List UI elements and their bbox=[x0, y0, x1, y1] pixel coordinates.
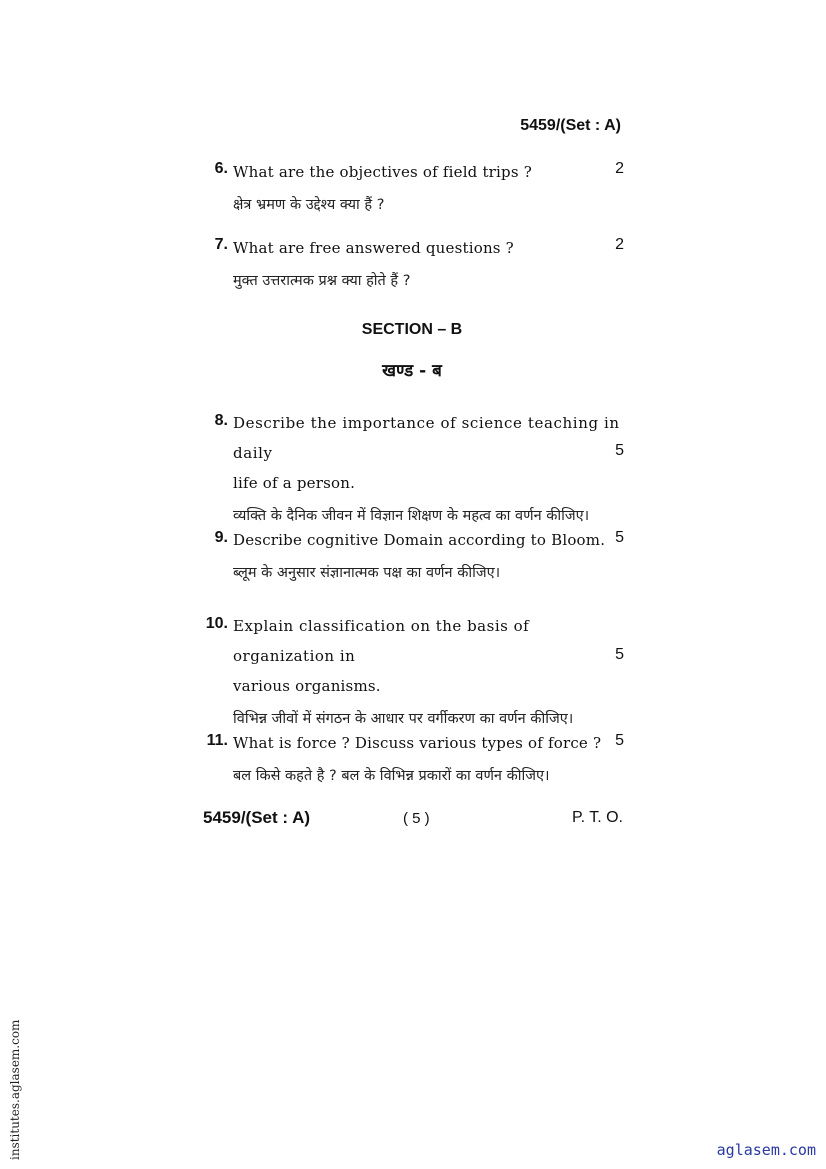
pto-label: P. T. O. bbox=[572, 809, 623, 826]
question-text-english: What are the objectives of field trips ? bbox=[233, 163, 532, 181]
question-6 bbox=[200, 157, 624, 217]
question-7 bbox=[200, 233, 624, 293]
page-number: ( 5 ) bbox=[403, 810, 430, 827]
section-b-title: SECTION – B bbox=[361, 321, 463, 338]
question-marks: 5 bbox=[615, 442, 624, 459]
question-text-hindi: क्षेत्र भ्रमण के उद्देश्य क्या हैं ? bbox=[233, 197, 385, 213]
question-marks: 5 bbox=[615, 646, 624, 663]
question-number: 6. bbox=[214, 160, 228, 177]
side-watermark: institutes.aglasem.com bbox=[8, 1019, 22, 1160]
corner-watermark: aglasem.com bbox=[716, 1141, 816, 1159]
question-text-english-line2: various organisms. bbox=[233, 677, 381, 695]
question-text-english: What are free answered questions ? bbox=[233, 239, 514, 257]
page-footer bbox=[203, 808, 623, 832]
question-text-hindi: बल किसे कहते है ? बल के विभिन्न प्रकारों का वर्णन कीजिए। bbox=[233, 768, 550, 784]
question-11 bbox=[200, 728, 624, 788]
question-number: 11. bbox=[206, 732, 228, 749]
question-10 bbox=[200, 611, 624, 731]
question-number: 7. bbox=[214, 236, 228, 253]
question-9 bbox=[200, 525, 624, 585]
question-number: 8. bbox=[214, 412, 228, 429]
question-text-english: What is force ? Discuss various types of force ? bbox=[233, 734, 602, 752]
paper-code-footer: 5459/(Set : A) bbox=[203, 808, 311, 827]
question-text-english-line2: life of a person. bbox=[233, 474, 356, 492]
question-text-english: Describe cognitive Domain according to Bloom. bbox=[233, 531, 606, 549]
paper-code-header: 5459/(Set : A) bbox=[520, 117, 621, 134]
question-marks: 5 bbox=[615, 529, 624, 546]
question-text-hindi: मुक्त उत्तरात्मक प्रश्न क्या होते हैं ? bbox=[233, 273, 411, 289]
question-text-hindi: विभिन्न जीवों में संगठन के आधार पर वर्गीकरण का वर्णन कीजिए। bbox=[233, 711, 574, 727]
section-b-title-hindi: खण्ड - ब bbox=[382, 361, 442, 381]
question-number: 10. bbox=[205, 615, 228, 632]
question-marks: 2 bbox=[615, 236, 624, 253]
question-marks: 5 bbox=[615, 732, 624, 749]
question-text-hindi: ब्लूम के अनुसार संज्ञानात्मक पक्ष का वर्णन कीजिए। bbox=[233, 565, 501, 581]
question-text-english-line1: Explain classification on the basis of organization in bbox=[233, 617, 530, 665]
question-marks: 2 bbox=[615, 160, 624, 177]
question-text-english-line1: Describe the importance of science teaching in daily bbox=[233, 414, 620, 462]
question-number: 9. bbox=[214, 529, 228, 546]
question-text-hindi: व्यक्ति के दैनिक जीवन में विज्ञान शिक्षण के महत्व का वर्णन कीजिए। bbox=[233, 508, 590, 524]
question-8 bbox=[200, 408, 624, 528]
